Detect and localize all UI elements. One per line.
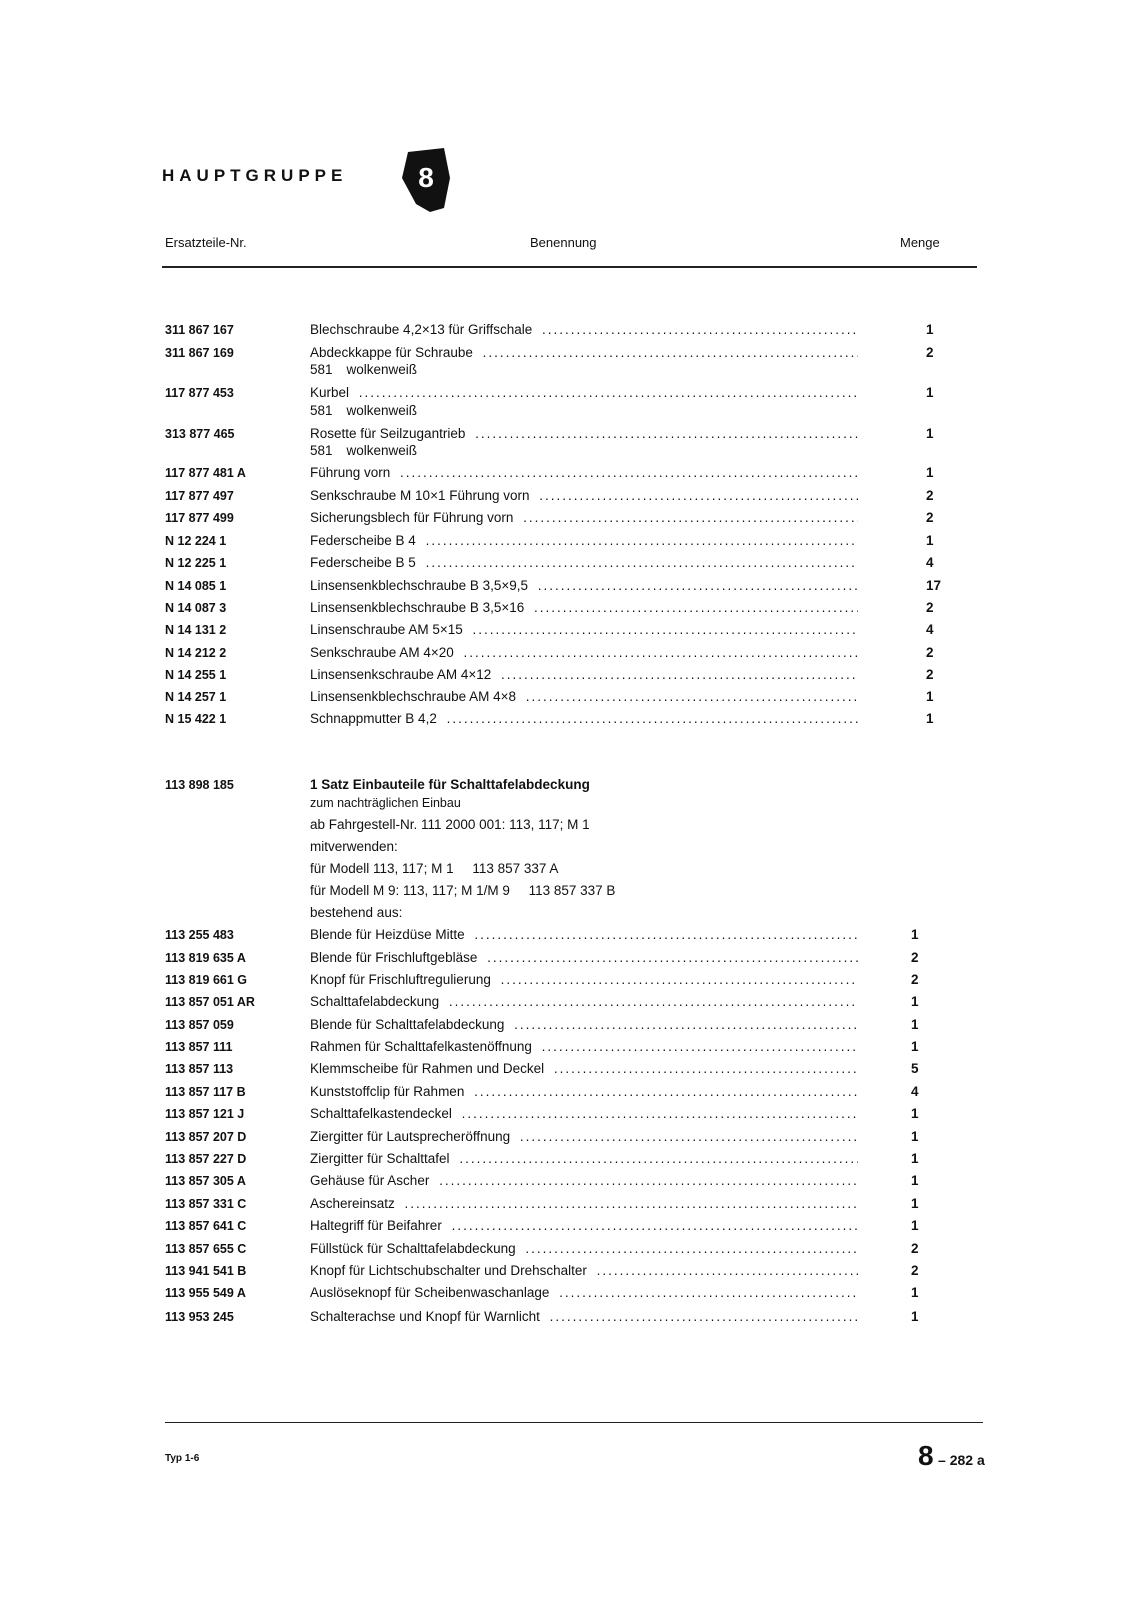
part-number: N 14 212 2	[165, 646, 227, 660]
part-number: N 15 422 1	[165, 712, 227, 726]
part-number: 313 877 465	[165, 427, 235, 441]
part-description: Schalterachse und Knopf für Warnlicht .....	[310, 1309, 858, 1324]
table-row	[0, 322, 1136, 342]
part-number: 311 867 167	[165, 323, 234, 337]
part-number: N 14 085 1	[165, 579, 227, 593]
part-description: Führung vorn .....	[310, 465, 858, 480]
kit-note: zum nachträglichen Einbau	[310, 796, 461, 810]
part-quantity: 2	[926, 667, 934, 682]
part-number: 117 877 499	[165, 511, 234, 525]
part-number: N 12 224 1	[165, 534, 227, 548]
part-quantity: 1	[926, 711, 934, 726]
part-number: 113 857 111	[165, 1040, 233, 1054]
part-number: 113 857 059	[165, 1018, 234, 1032]
part-number: 117 877 481 A	[165, 466, 246, 480]
table-row	[0, 950, 1136, 970]
table-row	[0, 645, 1136, 665]
part-quantity: 1	[911, 1106, 919, 1121]
part-quantity: 5	[911, 1061, 919, 1076]
table-row	[0, 600, 1136, 620]
page-number-suffix: – 282 a	[938, 1452, 985, 1468]
header-divider	[162, 266, 977, 268]
part-quantity: 1	[926, 465, 934, 480]
part-quantity: 2	[926, 645, 934, 660]
part-description: Kunststoffclip für Rahmen .....	[310, 1084, 858, 1099]
part-quantity: 2	[926, 345, 934, 360]
part-quantity: 2	[911, 950, 919, 965]
table-row	[0, 927, 1136, 947]
part-number: 113 857 305 A	[165, 1174, 246, 1188]
table-row	[0, 1263, 1136, 1283]
part-quantity: 1	[911, 1173, 919, 1188]
table-row	[0, 1218, 1136, 1238]
part-number: 113 857 641 C	[165, 1219, 247, 1233]
part-description: Gehäuse für Ascher .....	[310, 1173, 858, 1188]
part-number: 113 819 635 A	[165, 951, 246, 965]
part-quantity: 1	[911, 1039, 919, 1054]
part-description: Federscheibe B 5 .....	[310, 555, 858, 570]
part-description: Linsensenkblechschraube B 3,5×16 .....	[310, 600, 858, 615]
part-description: Sicherungsblech für Führung vorn .....	[310, 510, 858, 525]
table-row	[0, 426, 1136, 446]
kit-note: für Modell 113, 117; M 1 113 857 337 A	[310, 861, 559, 876]
part-number: 113 857 051 AR	[165, 995, 255, 1009]
kit-title: 1 Satz Einbauteile für Schalttafelabdeckung	[310, 777, 590, 792]
part-number: 113 819 661 G	[165, 973, 248, 987]
part-description: Ziergitter für Schalttafel .....	[310, 1151, 858, 1166]
part-quantity: 1	[911, 1017, 919, 1032]
part-number: 311 867 169	[165, 346, 234, 360]
table-row	[0, 1106, 1136, 1126]
part-description: Rosette für Seilzugantrieb .....	[310, 426, 858, 441]
part-quantity: 1	[926, 322, 934, 337]
part-quantity: 4	[911, 1084, 919, 1099]
part-quantity: 1	[911, 1129, 919, 1144]
table-row	[0, 1039, 1136, 1059]
table-row	[0, 994, 1136, 1014]
part-description: Schalttafelkastendeckel .....	[310, 1106, 858, 1121]
part-number: N 14 257 1	[165, 690, 227, 704]
part-description: Schnappmutter B 4,2 .....	[310, 711, 858, 726]
part-quantity: 1	[911, 1196, 919, 1211]
part-number: 113 857 121 J	[165, 1107, 245, 1121]
part-number: 117 877 453	[165, 386, 234, 400]
kit-note: für Modell M 9: 113, 117; M 1/M 9 113 857 337 B	[310, 883, 616, 898]
part-quantity: 1	[911, 927, 919, 942]
table-row	[0, 1196, 1136, 1216]
part-quantity: 1	[911, 994, 919, 1009]
part-quantity: 2	[911, 1263, 919, 1278]
part-description: Kurbel .....	[310, 385, 858, 400]
page-number	[918, 1440, 985, 1472]
part-number: 113 955 549 A	[165, 1286, 246, 1300]
part-quantity: 1	[926, 426, 934, 441]
part-quantity: 1	[911, 1218, 919, 1233]
part-quantity: 1	[911, 1285, 919, 1300]
part-quantity: 4	[926, 555, 934, 570]
table-row	[0, 345, 1136, 365]
table-row	[0, 385, 1136, 405]
table-row	[0, 533, 1136, 553]
part-description: Füllstück für Schalttafelabdeckung .....	[310, 1241, 858, 1256]
part-number: 113 857 655 C	[165, 1242, 247, 1256]
part-number: 113 941 541 B	[165, 1264, 247, 1278]
part-description: Linsenschraube AM 5×15 .....	[310, 622, 858, 637]
part-quantity: 2	[911, 972, 919, 987]
part-quantity: 1	[926, 385, 934, 400]
table-row	[0, 578, 1136, 598]
table-row	[0, 1061, 1136, 1081]
part-description: Aschereinsatz .....	[310, 1196, 858, 1211]
part-number: N 14 087 3	[165, 601, 227, 615]
kit-note: bestehend aus:	[310, 905, 403, 920]
part-color-note: 581 wolkenweiß	[310, 362, 418, 377]
part-quantity: 2	[911, 1241, 919, 1256]
part-description: Senkschraube AM 4×20 .....	[310, 645, 858, 660]
part-description: Ziergitter für Lautsprecheröffnung .....	[310, 1129, 858, 1144]
part-description: Blende für Heizdüse Mitte .....	[310, 927, 858, 942]
part-description: Federscheibe B 4 .....	[310, 533, 858, 548]
page-number-main: 8	[918, 1440, 934, 1471]
table-row	[0, 689, 1136, 709]
part-number: 113 857 117 B	[165, 1085, 246, 1099]
part-description: Knopf für Lichtschubschalter und Drehschalter .....	[310, 1263, 858, 1278]
part-description: Auslöseknopf für Scheibenwaschanlage .....	[310, 1285, 858, 1300]
part-description: Linsensenkblechschraube AM 4×8 .....	[310, 689, 858, 704]
part-description: Abdeckkappe für Schraube .....	[310, 345, 858, 360]
part-number: 113 953 245	[165, 1310, 234, 1324]
table-row	[0, 510, 1136, 530]
table-row	[0, 1309, 1136, 1329]
part-quantity: 4	[926, 622, 934, 637]
table-row	[0, 488, 1136, 508]
table-row	[0, 1151, 1136, 1171]
part-number: 113 857 227 D	[165, 1152, 247, 1166]
table-row	[0, 972, 1136, 992]
part-description: Linsensenkschraube AM 4×12 .....	[310, 667, 858, 682]
part-number: 113 857 113	[165, 1062, 234, 1076]
footer-type: Typ 1-6	[165, 1453, 200, 1464]
part-number: N 14 131 2	[165, 623, 227, 637]
group-number: 8	[418, 162, 434, 193]
part-number: 117 877 497	[165, 489, 234, 503]
group-badge	[400, 148, 452, 212]
kit-part-number: 113 898 185	[165, 778, 234, 792]
kit-note: ab Fahrgestell-Nr. 111 2000 001: 113, 117; M 1	[310, 817, 590, 832]
table-row	[0, 1241, 1136, 1261]
column-header-quantity: Menge	[900, 235, 940, 250]
part-quantity: 1	[926, 533, 934, 548]
part-description: Haltegriff für Beifahrer .....	[310, 1218, 858, 1233]
part-number: N 14 255 1	[165, 668, 227, 682]
table-row	[0, 1173, 1136, 1193]
part-color-note: 581 wolkenweiß	[310, 403, 418, 418]
part-description: Blechschraube 4,2×13 für Griffschale .....	[310, 322, 858, 337]
table-row	[0, 622, 1136, 642]
table-row	[0, 711, 1136, 731]
part-number: 113 857 207 D	[165, 1130, 247, 1144]
table-row	[0, 555, 1136, 575]
part-color-note: 581 wolkenweiß	[310, 443, 418, 458]
part-description: Rahmen für Schalttafelkastenöffnung .....	[310, 1039, 858, 1054]
part-description: Schalttafelabdeckung .....	[310, 994, 858, 1009]
part-quantity: 1	[926, 689, 934, 704]
part-description: Senkschraube M 10×1 Führung vorn .....	[310, 488, 858, 503]
part-number: 113 857 331 C	[165, 1197, 247, 1211]
part-quantity: 17	[926, 578, 942, 593]
table-row	[0, 1017, 1136, 1037]
part-description: Klemmscheibe für Rahmen und Deckel .....	[310, 1061, 858, 1076]
part-description: Blende für Frischluftgebläse .....	[310, 950, 858, 965]
part-quantity: 2	[926, 510, 934, 525]
part-number: N 12 225 1	[165, 556, 227, 570]
column-header-number: Ersatzteile-Nr.	[165, 235, 247, 250]
table-row	[0, 1084, 1136, 1104]
part-quantity: 2	[926, 600, 934, 615]
page-title: HAUPTGRUPPE	[162, 166, 348, 185]
footer-divider	[165, 1422, 983, 1423]
table-row	[0, 1285, 1136, 1305]
part-quantity: 1	[911, 1309, 919, 1324]
part-description: Linsensenkblechschraube B 3,5×9,5 .....	[310, 578, 858, 593]
table-row	[0, 1129, 1136, 1149]
table-row	[0, 667, 1136, 687]
table-row	[0, 465, 1136, 485]
part-description: Blende für Schalttafelabdeckung .....	[310, 1017, 858, 1032]
column-header-name: Benennung	[530, 235, 597, 250]
kit-note: mitverwenden:	[310, 839, 398, 854]
part-number: 113 255 483	[165, 928, 234, 942]
part-quantity: 2	[926, 488, 934, 503]
part-description: Knopf für Frischluftregulierung .....	[310, 972, 858, 987]
part-quantity: 1	[911, 1151, 919, 1166]
